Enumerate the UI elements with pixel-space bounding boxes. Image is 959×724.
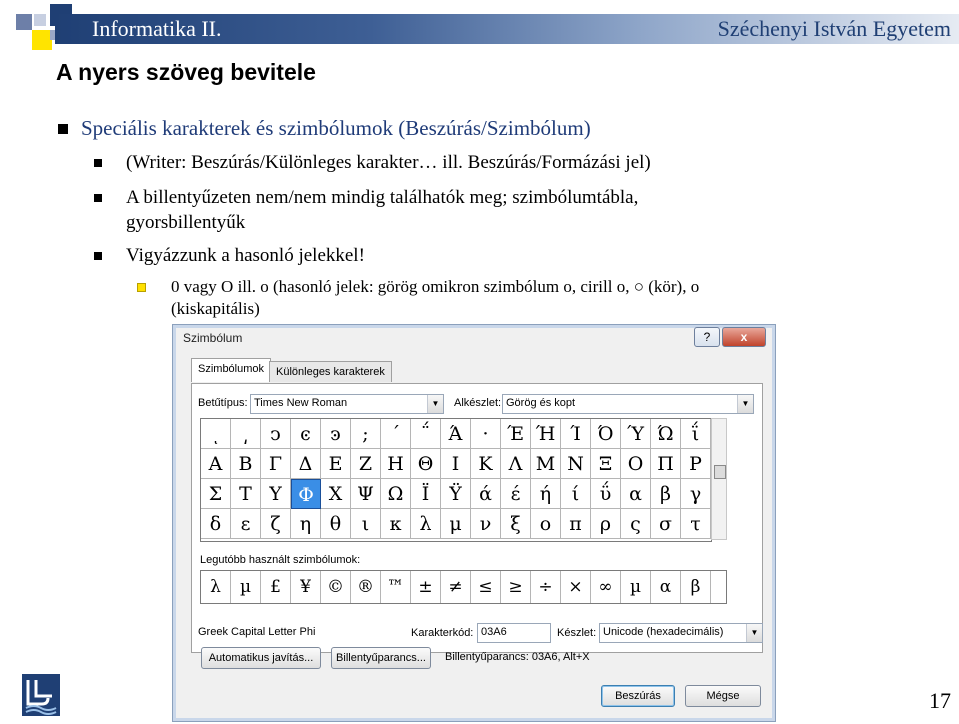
symbols-panel [191, 383, 763, 653]
font-select[interactable] [250, 394, 444, 414]
symbol-cell[interactable]: Δ [291, 449, 321, 479]
bullet-item: Speciális karakterek és szimbólumok (Beszúrás/Szimbólum) [81, 116, 591, 140]
symbol-cell[interactable]: α [621, 479, 651, 509]
symbol-cell[interactable]: Ά [441, 419, 471, 449]
subset-select[interactable] [502, 394, 754, 414]
bullet-item: (Writer: Beszúrás/Különleges karakter… ill. Beszúrás/Formázási jel) [126, 152, 651, 173]
recent-symbol-cell[interactable]: ™ [381, 571, 411, 603]
subset-label: Alkészlet: [454, 397, 502, 409]
symbol-cell[interactable]: ν [471, 509, 501, 539]
symbol-cell[interactable]: ; [351, 419, 381, 449]
bullet-item: Vigyázzunk a hasonló jelekkel! [126, 245, 365, 266]
symbol-cell[interactable]: Ϋ [441, 479, 471, 509]
symbol-cell[interactable]: Ω [381, 479, 411, 509]
dialog-title: Szimbólum [183, 331, 243, 345]
font-label: Betűtípus: [198, 397, 248, 409]
symbol-cell[interactable]: θ [321, 509, 351, 539]
symbol-cell[interactable]: έ [501, 479, 531, 509]
symbol-cell[interactable]: Μ [531, 449, 561, 479]
autocorrect-button[interactable]: Automatikus javítás... [201, 647, 321, 669]
symbol-cell[interactable]: τ [681, 509, 711, 539]
page-number: 17 [929, 688, 951, 713]
symbol-cell[interactable]: Χ [321, 479, 351, 509]
symbol-cell[interactable]: Τ [231, 479, 261, 509]
recent-symbol-cell[interactable]: α [651, 571, 681, 603]
symbol-cell[interactable]: Λ [501, 449, 531, 479]
symbol-cell[interactable]: η [291, 509, 321, 539]
symbol-cell[interactable]: Υ [261, 479, 291, 509]
symbol-cell[interactable]: ς [621, 509, 651, 539]
symbol-cell[interactable]: ΰ [591, 479, 621, 509]
symbol-cell[interactable]: ε [231, 509, 261, 539]
recent-symbol-cell[interactable]: £ [261, 571, 291, 603]
char-code-label: Karakterkód: [411, 627, 474, 639]
symbol-cell[interactable]: Β [231, 449, 261, 479]
shortcut-key-button[interactable]: Billentyűparancs... [331, 647, 431, 669]
symbol-dialog [172, 324, 776, 722]
symbol-cell[interactable]: Π [651, 449, 681, 479]
symbol-cell[interactable]: Ό [591, 419, 621, 449]
symbol-cell[interactable]: π [561, 509, 591, 539]
bullet-marker [94, 159, 102, 167]
recent-symbol-cell[interactable]: ≤ [471, 571, 501, 603]
course-title: Informatika II. [92, 16, 222, 41]
from-select[interactable] [599, 623, 763, 643]
recent-symbol-cell[interactable]: ¥ [291, 571, 321, 603]
symbol-cell[interactable]: Κ [471, 449, 501, 479]
symbol-cell[interactable]: ί [561, 479, 591, 509]
scrollbar-thumb[interactable] [714, 465, 726, 479]
recent-symbol-cell[interactable]: ± [411, 571, 441, 603]
symbol-cell[interactable]: ξ [501, 509, 531, 539]
symbol-cell[interactable]: Ή [531, 419, 561, 449]
recent-symbol-cell[interactable]: ÷ [531, 571, 561, 603]
symbol-cell[interactable]: Η [381, 449, 411, 479]
recent-symbol-cell[interactable]: ≥ [501, 571, 531, 603]
font-select-value: Times New Roman [254, 397, 348, 409]
symbol-cell[interactable]: ͼ [291, 419, 321, 449]
slide-title: A nyers szöveg bevitele [56, 59, 316, 85]
symbol-cell[interactable]: ͵ [231, 419, 261, 449]
from-label: Készlet: [557, 627, 597, 639]
symbol-cell[interactable]: Ψ [351, 479, 381, 509]
symbol-cell[interactable]: ͻ [261, 419, 291, 449]
recent-symbol-cell[interactable]: ® [351, 571, 381, 603]
recent-symbol-cell[interactable]: µ [621, 571, 651, 603]
symbol-cell[interactable]: ͺ [201, 419, 231, 449]
symbol-cell[interactable]: ΅ [411, 419, 441, 449]
from-select-value: Unicode (hexadecimális) [603, 626, 724, 638]
subset-select-value: Görög és kopt [506, 397, 576, 409]
bullet-item-continued: (kiskapitális) [171, 299, 260, 318]
symbol-cell[interactable]: Σ [201, 479, 231, 509]
symbol-cell[interactable]: γ [681, 479, 711, 509]
symbol-cell[interactable]: Ξ [591, 449, 621, 479]
cancel-button[interactable]: Mégse [685, 685, 761, 707]
symbol-cell[interactable]: Ϊ [411, 479, 441, 509]
symbol-cell[interactable]: ή [531, 479, 561, 509]
symbol-cell[interactable]: β [651, 479, 681, 509]
bullet-marker [94, 252, 102, 260]
symbol-cell[interactable]: Έ [501, 419, 531, 449]
symbol-cell[interactable]: Ί [561, 419, 591, 449]
symbol-grid [200, 418, 712, 542]
symbol-cell[interactable]: ΄ [381, 419, 411, 449]
shortcut-text: Billentyűparancs: 03A6, Alt+X [445, 651, 590, 663]
character-name: Greek Capital Letter Phi [198, 626, 316, 638]
bullet-item: 0 vagy O ill. o (hasonló jelek: görög omikron szimbólum ο, cirill о, ○ (kör), ᴏ [171, 277, 700, 296]
symbol-cell[interactable]: Ε [321, 449, 351, 479]
chevron-down-icon[interactable]: ▼ [427, 395, 443, 413]
recent-symbol-cell[interactable]: β [681, 571, 711, 603]
symbol-cell[interactable]: σ [651, 509, 681, 539]
symbol-cell[interactable]: μ [441, 509, 471, 539]
close-button[interactable]: x [722, 327, 766, 347]
symbol-cell[interactable]: Φ [291, 479, 321, 509]
symbol-cell[interactable]: ͽ [321, 419, 351, 449]
symbol-grid-scrollbar[interactable] [711, 418, 727, 540]
recent-symbol-cell[interactable]: © [321, 571, 351, 603]
symbol-cell[interactable]: · [471, 419, 501, 449]
symbol-cell[interactable]: Ώ [651, 419, 681, 449]
symbol-cell[interactable]: Θ [411, 449, 441, 479]
symbol-cell[interactable]: ζ [261, 509, 291, 539]
recent-symbol-cell[interactable]: ∞ [591, 571, 621, 603]
tab-symbols[interactable]: Szimbólumok [191, 358, 271, 382]
university-logo [22, 674, 60, 716]
symbol-cell[interactable]: Ύ [621, 419, 651, 449]
help-button[interactable]: ? [694, 327, 720, 347]
bullet-marker [137, 283, 146, 292]
symbol-cell[interactable]: ι [351, 509, 381, 539]
bullet-item: A billentyűzeten nem/nem mindig találhatók meg; szimbólumtábla, [126, 187, 639, 208]
symbol-cell[interactable]: Α [201, 449, 231, 479]
recent-symbol-cell[interactable]: λ [201, 571, 231, 603]
symbol-cell[interactable]: Ι [441, 449, 471, 479]
symbol-cell[interactable]: Ρ [681, 449, 711, 479]
insert-button[interactable]: Beszúrás [601, 685, 675, 707]
tab-special-characters[interactable]: Különleges karakterek [269, 361, 392, 382]
symbol-cell[interactable]: ά [471, 479, 501, 509]
symbol-cell[interactable]: Ν [561, 449, 591, 479]
bullet-marker [94, 194, 102, 202]
bullet-item-continued: gyorsbillentyűk [126, 212, 246, 233]
char-code-input[interactable] [477, 623, 551, 643]
symbol-cell[interactable]: ο [531, 509, 561, 539]
recent-symbols-grid [200, 570, 727, 604]
symbol-cell[interactable]: ρ [591, 509, 621, 539]
chevron-down-icon[interactable]: ▼ [737, 395, 753, 413]
bullet-marker [58, 124, 68, 134]
char-code-value: 03A6 [481, 626, 507, 638]
symbol-cell[interactable]: ΐ [681, 419, 711, 449]
symbol-cell[interactable]: κ [381, 509, 411, 539]
chevron-down-icon[interactable]: ▼ [746, 624, 762, 642]
university-name: Széchenyi István Egyetem [717, 16, 951, 41]
recent-symbol-cell[interactable]: µ [231, 571, 261, 603]
recent-symbol-cell[interactable]: ≠ [441, 571, 471, 603]
recent-symbol-cell[interactable]: × [561, 571, 591, 603]
symbol-cell[interactable]: δ [201, 509, 231, 539]
symbol-cell[interactable]: λ [411, 509, 441, 539]
symbol-cell[interactable]: Ζ [351, 449, 381, 479]
recent-symbols-label: Legutóbb használt szimbólumok: [200, 554, 361, 566]
symbol-cell[interactable]: Ο [621, 449, 651, 479]
symbol-cell[interactable]: Γ [261, 449, 291, 479]
